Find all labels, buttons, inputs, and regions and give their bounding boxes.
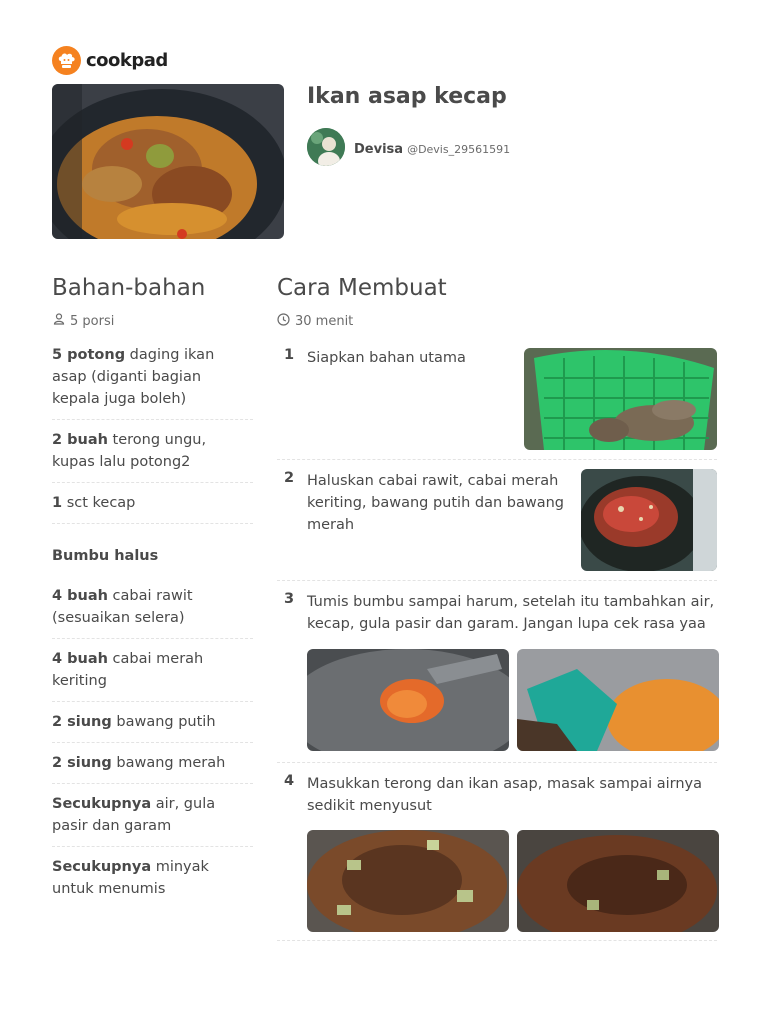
step-item	[277, 460, 717, 581]
servings	[53, 313, 114, 329]
step-list	[277, 345, 717, 941]
logo-wordmark: cookpad	[86, 50, 168, 71]
step-text: Masukkan terong dan ikan asap, masak sampai airnya sedikit menyusut	[307, 776, 703, 814]
clock-icon	[277, 313, 290, 330]
step-item	[277, 581, 717, 763]
step-number: 1	[284, 347, 295, 363]
step-photo[interactable]	[524, 348, 717, 450]
step-photo[interactable]	[581, 469, 717, 571]
step-photo-row	[307, 649, 719, 751]
step-photo[interactable]	[307, 830, 509, 932]
author-handle: @Devis_29561591	[407, 142, 511, 156]
servings-label: 5 porsi	[70, 313, 115, 329]
ingredient-item: 4 buah cabai rawit (sesuaikan selera)	[52, 585, 253, 639]
cooking-duration	[277, 313, 353, 330]
recipe-hero-photo	[52, 84, 284, 239]
step-item	[277, 763, 717, 941]
step-text: Tumis bumbu sampai harum, setelah itu tambahkan air, kecap, gula pasir dan garam. Jangan lupa cek rasa yaa	[307, 594, 715, 632]
ingredient-item: 2 buah terong ungu, kupas lalu potong2	[52, 429, 253, 483]
step-text: Haluskan cabai rawit, cabai merah keriting, bawang putih dan bawang merah	[307, 473, 564, 533]
cookpad-logo[interactable]	[52, 46, 168, 75]
ingredient-item: 5 potong daging ikan asap (diganti bagian kepala juga boleh)	[52, 344, 253, 420]
recipe-title: Ikan asap kecap	[307, 84, 507, 109]
ingredient-list	[52, 344, 253, 918]
ingredient-item: 2 siung bawang putih	[52, 711, 253, 743]
step-number: 2	[284, 470, 295, 486]
ingredient-group-heading: Bumbu halus	[52, 548, 159, 564]
step-photo-row	[307, 830, 719, 932]
ingredient-item: Secukupnya air, gula pasir dan garam	[52, 793, 253, 847]
ingredients-heading: Bahan-bahan	[52, 275, 206, 301]
ingredient-item: 1 sct kecap	[52, 492, 253, 524]
author-avatar[interactable]	[307, 128, 345, 166]
ingredient-item: Secukupnya minyak untuk menumis	[52, 859, 209, 897]
step-text: Siapkan bahan utama	[307, 350, 466, 366]
steps-heading: Cara Membuat	[277, 275, 447, 301]
ingredient-item: 4 buah cabai merah keriting	[52, 648, 253, 702]
person-icon	[53, 313, 65, 329]
step-item	[277, 345, 717, 460]
author-info[interactable]	[307, 128, 510, 166]
chef-hat-icon	[52, 46, 81, 75]
step-photo[interactable]	[517, 830, 719, 932]
ingredient-item: 2 siung bawang merah	[52, 752, 253, 784]
duration-label: 30 menit	[295, 314, 354, 329]
author-name[interactable]: Devisa	[354, 141, 404, 157]
step-number: 3	[284, 591, 295, 607]
step-number: 4	[284, 773, 295, 789]
step-photo[interactable]	[517, 649, 719, 751]
step-photo[interactable]	[307, 649, 509, 751]
